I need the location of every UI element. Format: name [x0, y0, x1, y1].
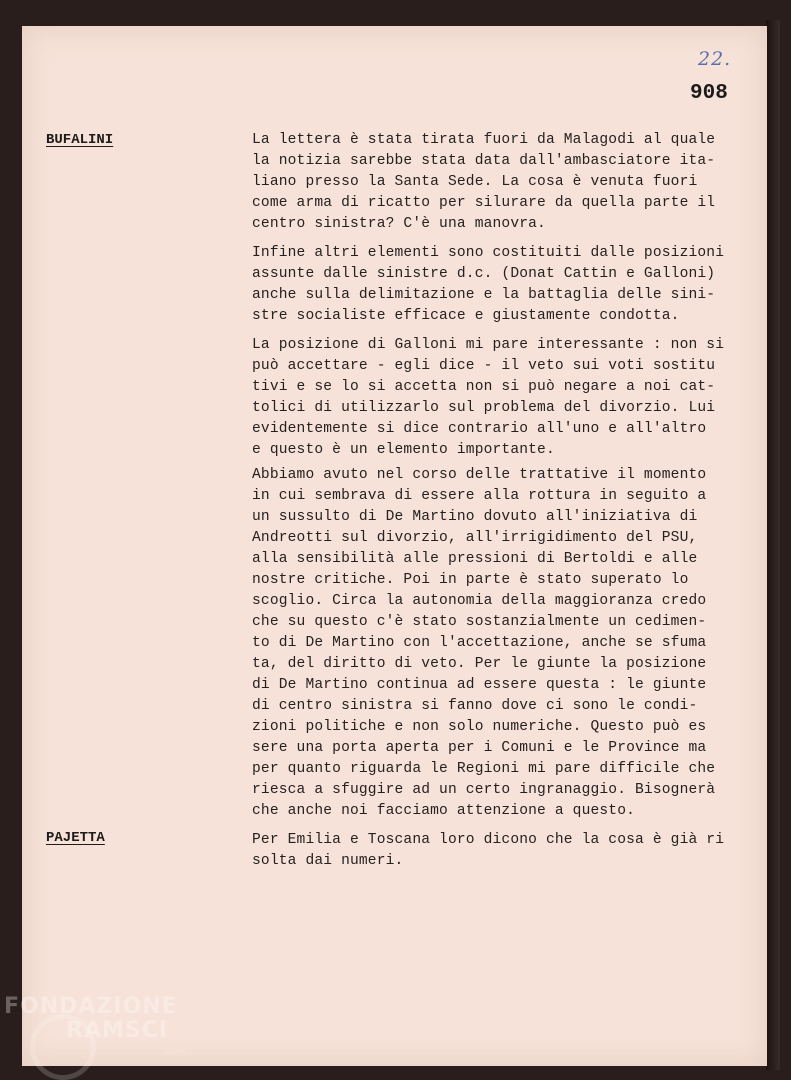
- watermark-small-text: onlus: [164, 1048, 186, 1057]
- page-number: 908: [690, 82, 728, 105]
- fondazione-gramsci-watermark: [4, 994, 204, 1074]
- page-edge-shadow: [766, 20, 780, 1070]
- watermark-line-1: FONDAZIONE: [4, 994, 178, 1019]
- watermark-line-2: RAMSCI: [66, 1018, 169, 1043]
- handwritten-folio-number: 22.: [698, 48, 732, 70]
- paragraph-1: La lettera è stata tirata fuori da Malagodi al quale la notizia sarebbe stata data dall'ambasciatore ita- liano presso la Santa Sede. La cosa è venuta fuori come arma di ricatto per silurare da quella parte il centro sinistra? C'è una manovra.: [252, 132, 716, 232]
- paragraph-pajetta: Per Emilia e Toscana loro dicono che la cosa è già ri solta dai numeri.: [252, 832, 725, 869]
- speaker-name-bufalini: BUFALINI: [46, 132, 114, 148]
- paragraph-4: Abbiamo avuto nel corso delle trattative il momento in cui sembrava di essere alla rottura in seguito a un sussulto di De Martino dovuto all'iniziativa di Andreotti sul divorzio, all'irrigidimento del PSU, alla sensibilità alle pressioni di Bertoldi e alle nostre critiche. Poi in parte è stato superato lo scoglio. Circa la autonomia della maggioranza credo che su questo c'è stato sostanzialmente un cedimen- to di De Martino con l'accettazione, anche se sfuma ta, del diritto di veto. Per le giunte la posizione di De Martino continua ad essere questa : le giunte di centro sinistra si fanno dove ci sono le condi- zioni politiche e non solo numeriche. Questo può es sere una porta aperta per i Comuni e le Province ma per quanto riguarda le Regioni mi pare difficile che riesca a sfuggire ad un certo ingranaggio. Bisognerà che anche noi facciamo attenzione a questo.: [252, 467, 716, 819]
- speaker-name-pajetta: PAJETTA: [46, 830, 105, 846]
- paragraph-3: La posizione di Galloni mi pare interessante : non si può accettare - egli dice - il veto sui voti sostitu tivi e se lo si accetta non si può negare a noi cat- tolici di utilizzarlo sul problema del divorzio. Lui evidentemente si dice contrario all'uno e all'altro e questo è un elemento importante.: [252, 337, 725, 458]
- paragraph-2: Infine altri elementi sono costituiti dalle posizioni assunte dalle sinistre d.c. (Donat Cattin e Galloni) anche sulla delimitazione e la battaglia delle sini- stre socialiste efficace e giustamente condotta.: [252, 245, 725, 324]
